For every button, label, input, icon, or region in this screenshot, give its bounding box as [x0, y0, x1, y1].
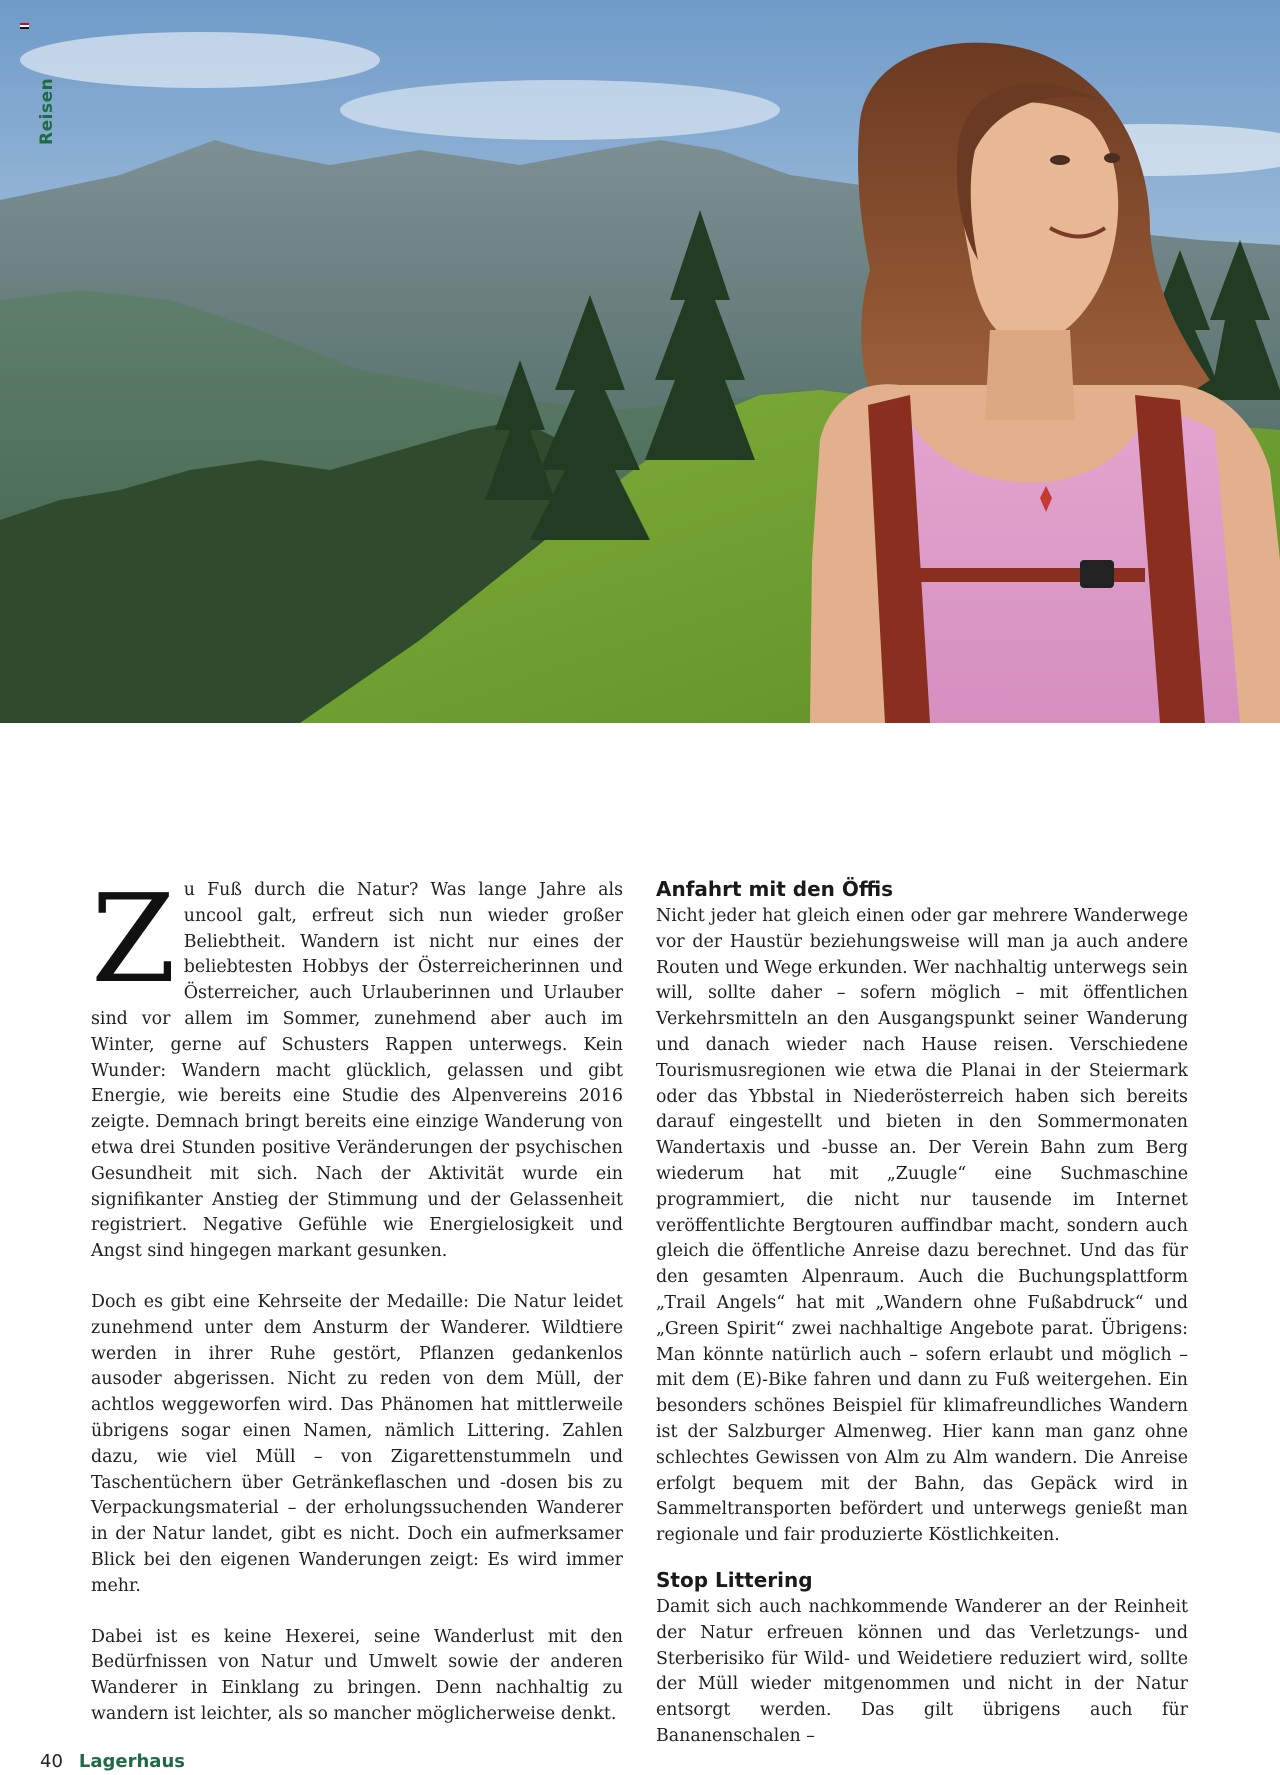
page-footer	[40, 1751, 185, 1773]
flag-icon	[20, 23, 29, 29]
body-paragraph: Nicht jeder hat gleich einen oder gar mehrere Wanderwege vor der Haustür beziehungsweise will man ja auch andere Routen und Wege erkunden. Wer nachhaltig unterwegs sein will, sollte daher – sofern möglich – mit öffentlichen Verkehrsmitteln an den Ausgangspunkt seiner Wanderung und danach wieder nach Hause reisen. Verschiedene Tourismusregionen wie etwa die Planai in der Steiermark oder das Ybbstal in Niederösterreich haben sich bereits darauf eingestellt und bieten in den Sommermonaten Wandertaxis und -busse an. Der Verein Bahn zum Berg wiederum hat mit „Zuugle“ eine Suchmaschine programmiert, die nicht nur tausende im Internet veröffentlichte Bergtouren auffindbar macht, sondern auch gleich die öffentliche Anreise dazu berechnet. Und das für den gesamten Alpenraum. Auch die Buchungsplattform „Trail Angels“ hat mit „Wandern ohne Fußabdruck“ und „Green Spirit“ zwei nachhaltige Angebote parat. Übrigens: Man könnte natürlich auch – sofern erlaubt und möglich – mit dem (E)-Bike fahren und dann zu Fuß weitergehen. Ein besonders schönes Beispiel für klimafreundliches Wandern ist der Salzburger Almenweg. Hier kann man ganz ohne schlechtes Gewissen von Alm zu Alm wandern. Die Anreise erfolgt bequem mit der Bahn, das Gepäck wird in Sammeltransporten befördert und unterwegs genießt man regionale und fair produzierte Köstlichkeiten.	[656, 906, 1188, 1546]
section-label: Reisen	[37, 77, 57, 145]
drop-cap: Z	[91, 868, 176, 1010]
body-paragraph: Dabei ist es keine Hexerei, seine Wanderlust mit den Bedürfnissen von Natur und Umwelt sowie der anderen Wanderer in Einklang zu bringen. Denn nachhaltig zu wandern ist leichter, als so mancher möglicherweise denkt.	[91, 1626, 623, 1724]
right-column	[656, 876, 1188, 1768]
intro-text: u Fuß durch die Natur? Was lange Jahre als uncool galt, erfreut sich nun wieder großer Beliebtheit. Wandern ist nicht nur eines der beliebtesten Hobbys der Österreicherinnen und Österreicher, auch Urlauberinnen und Urlauber sind vor allem im Sommer, zunehmend aber auch im Winter, gerne auf Schusters Rappen unterwegs. Kein Wunder: Wandern macht glücklich, gelassen und gibt Energie, wie bereits eine Studie des Alpenvereins 2016 zeigte. Demnach bringt bereits eine einzige Wanderung von etwa drei Stunden positive Veränderungen der psychischen Gesundheit mit sich. Nach der Aktivität wurde ein signifikanter Anstieg der Stimmung und der Gelassenheit registriert. Negative Gefühle wie Energielosigkeit und Angst sind hingegen markant gesunken.	[91, 880, 623, 1262]
brand-name: Lagerhaus	[78, 1751, 185, 1772]
section-heading-oeffis: Anfahrt mit den Öffis	[656, 877, 894, 901]
body-paragraph: Damit sich auch nachkommende Wanderer an der Reinheit der Natur erfreuen können und das Verletzungs- und Sterberisiko für Wild- und Weidetiere reduziert wird, sollte der Müll wieder mitgenommen und nicht in der Natur entsorgt werden. Das gilt übrigens auch für Bananenschalen –	[656, 1596, 1188, 1746]
hero-photo	[0, 0, 1280, 723]
page-number: 40	[40, 1751, 63, 1772]
hiker-photo-icon	[0, 0, 1280, 723]
left-column	[91, 868, 623, 1753]
section-heading-littering: Stop Littering	[656, 1567, 813, 1592]
body-paragraph: Doch es gibt eine Kehrseite der Medaille: Die Natur leidet zunehmend unter dem Ansturm der Wanderer. Wildtiere werden in ihrer Ruhe gestört, Pflanzen gedankenlos ausoder abgerissen. Nicht zu reden von dem Müll, der achtlos weggeworfen wird. Das Phänomen hat mittlerweile übrigens sogar einen Namen, nämlich Littering. Zahlen dazu, wie viel Müll – von Zigarettenstummeln und Taschentüchern über Getränkeflaschen und -dosen bis zu Verpackungsmaterial – der erholungssuchenden Wanderer in der Natur landet, gibt es nicht. Doch ein aufmerksamer Blick bei den eigenen Wanderungen zeigt: Es wird immer mehr.	[91, 1291, 623, 1596]
intro-paragraph	[91, 868, 623, 1265]
